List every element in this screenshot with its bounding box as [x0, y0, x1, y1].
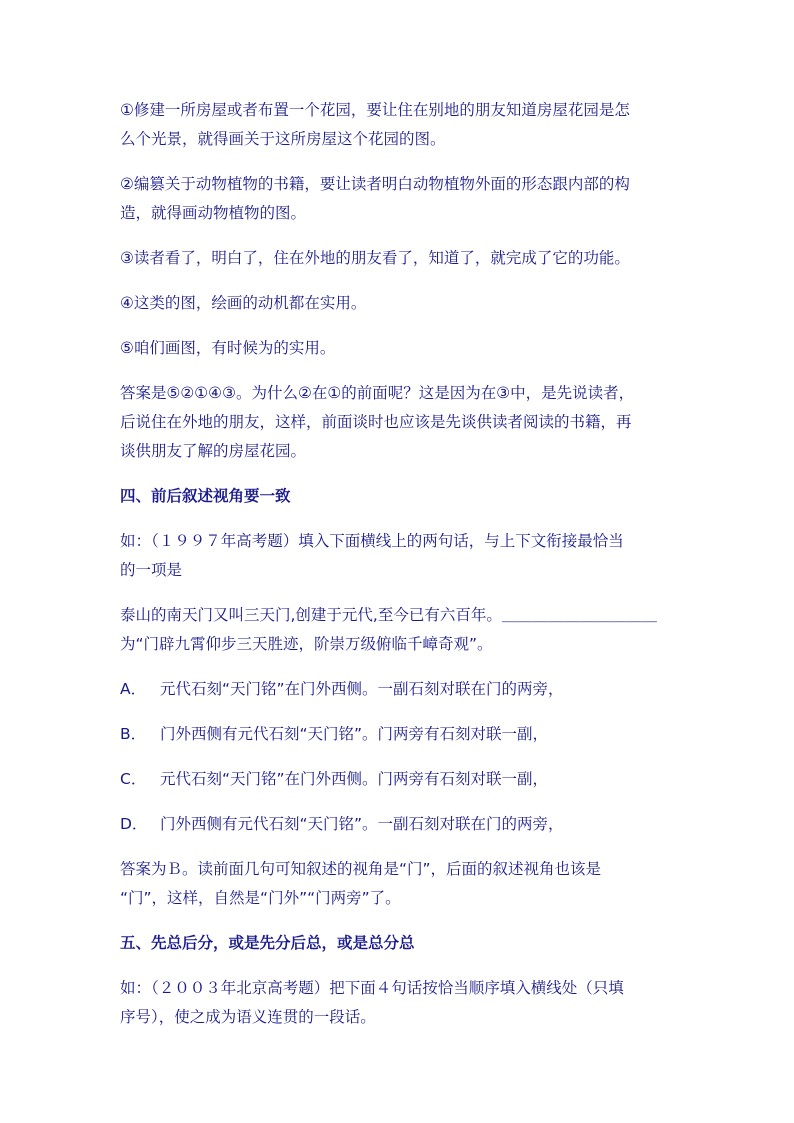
paragraph-4: ④这类的图，绘画的动机都在实用。 [120, 294, 367, 312]
paragraph-line: 么个光景，就得画关于这所房屋这个花园的图。 [120, 130, 446, 148]
paragraph-line: 答案为Ｂ。读前面几句可知叙述的视角是“门”，后面的叙述视角也该是 [120, 860, 602, 878]
option-text: 元代石刻“天门铭”在门外西侧。一副石刻对联在门的两旁， [160, 680, 564, 698]
answer-paragraph-1 [120, 379, 674, 466]
paragraph-line: 如：（１９９７年高考题）填入下面横线上的两句话，与上下文衔接最恰当 [120, 532, 624, 550]
paragraph-line: 泰山的南天门又叫三天门,创建于元代,至今已有六百年。＿＿＿＿＿＿＿＿＿＿ [120, 606, 657, 624]
section-heading-4: 四、前后叙述视角要一致 [120, 487, 291, 505]
section-heading-5: 五、先总后分，或是先分后总，或是总分总 [120, 934, 415, 952]
paragraph-line: “门”，这样，自然是“门外”“门两旁”了。 [120, 889, 401, 907]
paragraph-line: 序号），使之成为语义连贯的一段话。 [120, 1008, 376, 1026]
option-d [120, 810, 674, 839]
option-text: 门外西侧有元代石刻“天门铭”。一副石刻对联在门的两旁， [160, 815, 564, 833]
question-4 [120, 527, 674, 585]
paragraph-line: 的一项是 [120, 561, 183, 579]
paragraph-line: 答案是⑤②①④③。为什么②在①的前面呢？这是因为在③中，是先说读者， [120, 384, 635, 402]
option-b [120, 720, 674, 749]
paragraph-1 [120, 96, 674, 154]
paragraph-line: 如：（２００３年北京高考题）把下面４句话按恰当顺序填入横线处（只填 [120, 979, 624, 997]
paragraph-line: 造，就得画动物植物的图。 [120, 204, 307, 222]
paragraph-line: 后说住在外地的朋友，这样，前面谈时也应该是先谈供读者阅读的书籍，再 [120, 413, 632, 431]
answer-paragraph-2 [120, 855, 674, 913]
paragraph-line: 谈供朋友了解的房屋花园。 [120, 442, 307, 460]
passage-text [120, 601, 674, 659]
paragraph-2 [120, 170, 674, 228]
option-letter: C． [120, 770, 147, 788]
option-text: 元代石刻“天门铭”在门外西侧。门两旁有石刻对联一副， [160, 770, 549, 788]
document-body [120, 96, 674, 1048]
option-a [120, 675, 674, 704]
paragraph-3: ③读者看了，明白了，住在外地的朋友看了，知道了，就完成了它的功能。 [120, 249, 630, 267]
option-letter: A． [120, 680, 147, 698]
question-5 [120, 974, 674, 1032]
paragraph-line: ①修建一所房屋或者布置一个花园，要让住在别地的朋友知道房屋花园是怎 [120, 101, 630, 119]
option-letter: B． [120, 725, 147, 743]
paragraph-line: ②编篡关于动物植物的书籍，要让读者明白动物植物外面的形态跟内部的构 [120, 175, 630, 193]
paragraph-line: 为“门辟九霄仰步三天胜迹，阶崇万级俯临千嶂奇观”。 [120, 635, 493, 653]
option-c [120, 765, 674, 794]
option-letter: D． [120, 815, 148, 833]
paragraph-5: ⑤咱们画图，有时候为的实用。 [120, 339, 336, 357]
option-text: 门外西侧有元代石刻“天门铭”。门两旁有石刻对联一副， [160, 725, 549, 743]
